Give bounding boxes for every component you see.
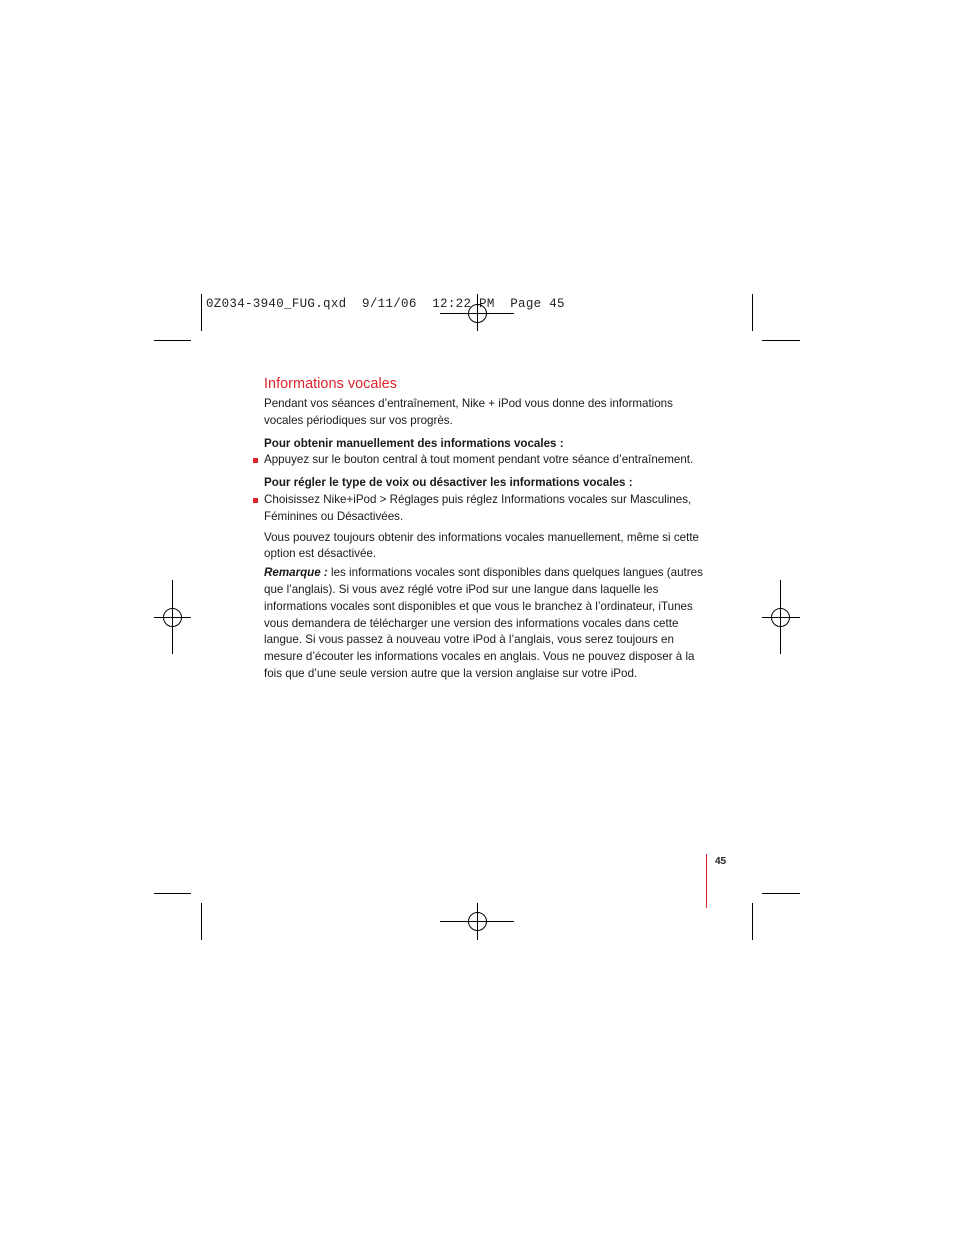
print-slug: 0Z034-3940_FUG.qxd 9/11/06 12:22 PM Page 45: [206, 297, 565, 311]
paragraph: Vous pouvez toujours obtenir des informations vocales manuellement, même si cette option est désactivée.: [264, 530, 699, 561]
note-paragraph: [264, 565, 714, 683]
note-text: les informations vocales sont disponibles dans quelques langues (autres que l’anglais). Si vous avez réglé votre iPod sur une langue dans laquelle les informations vocales sont disponibles et que vous le branchez à l’ordinateur, iTunes vous demandera de télécharger une version des informations vocales dans cette langue. Si vous passez à nouveau votre iPod à l’anglais, vous serez toujours en mesure d’écouter les informations vocales en anglais. Vous ne pouvez disposer à la fois que d’une seule version autre que la version anglaise sur votre iPod.: [264, 566, 703, 680]
bullet-text: Choisissez Nike+iPod > Réglages puis réglez Informations vocales sur Masculines, Féminines ou Désactivées.: [264, 492, 692, 523]
note-label: Remarque :: [264, 566, 328, 580]
subheading-manual-voice: Pour obtenir manuellement des informations vocales :: [264, 436, 564, 450]
registration-mark-bottom: [440, 903, 514, 940]
bullet-item: [264, 452, 714, 469]
registration-mark-left: [154, 580, 191, 654]
bullet-square-icon: [253, 498, 258, 503]
section-heading: Informations vocales: [264, 376, 397, 392]
registration-mark-right: [762, 580, 800, 654]
subheading-voice-settings: Pour régler le type de voix ou désactiver les informations vocales :: [264, 476, 633, 490]
page-number: 45: [715, 856, 727, 867]
registration-mark-top: [440, 294, 514, 331]
document-body: [264, 374, 714, 683]
page-number-rule: [706, 854, 707, 908]
bullet-item: [264, 492, 714, 526]
bullet-text: Appuyez sur le bouton central à tout moment pendant votre séance d’entraînement.: [264, 453, 694, 467]
intro-paragraph: Pendant vos séances d’entraînement, Nike + iPod vous donne des informations vocales périodiques sur vos progrès.: [264, 397, 673, 427]
bullet-square-icon: [253, 458, 258, 463]
